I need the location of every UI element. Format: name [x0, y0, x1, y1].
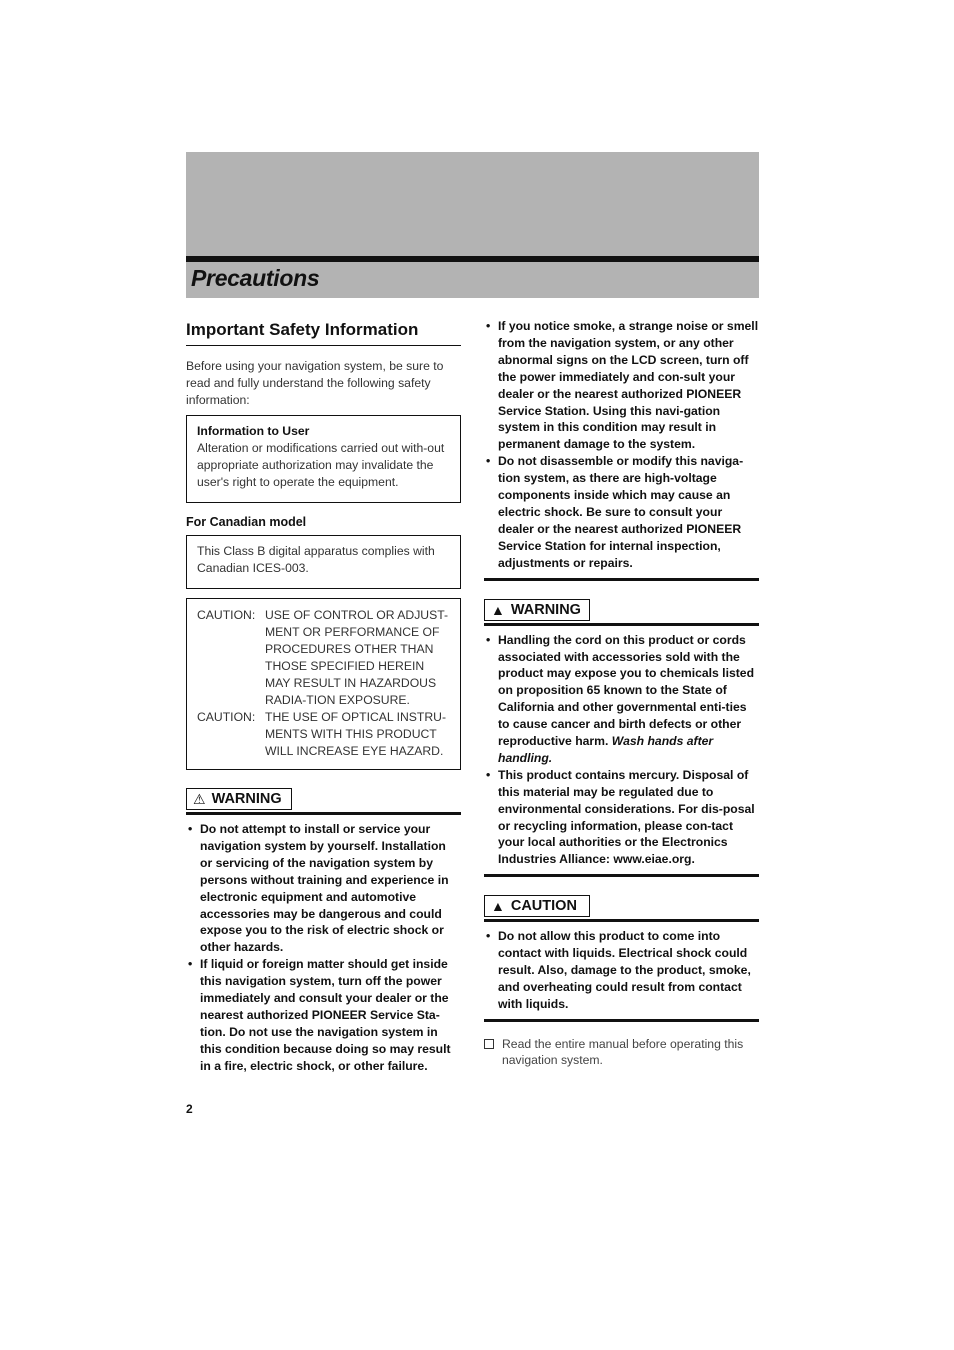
page-title: Precautions — [191, 265, 320, 291]
page-number: 2 — [186, 1102, 193, 1116]
note-text: Read the entire manual before operating this navigation system. — [502, 1036, 744, 1068]
caution-badge — [484, 895, 590, 917]
warning-block-left — [186, 788, 461, 1075]
warning-rule — [484, 623, 759, 626]
caution-rule — [484, 919, 759, 922]
safety-list — [484, 318, 759, 572]
caution-row — [197, 607, 450, 709]
caution-badge-label: CAUTION — [510, 898, 577, 915]
warning-badge-label: WARNING — [510, 601, 581, 618]
info-box-text: Alteration or modifications carried out with-out appropriate authorization may invalidate the user's right to operate the equipment. — [197, 441, 445, 489]
caution-text: THE USE OF OPTICAL INSTRU-MENTS WITH THIS PRODUCT WILL INCREASE EYE HAZARD. — [265, 710, 447, 758]
list-item: • Do not attempt to install or service your navigation system by yourself. Installation or servicing of the navigation system by persons without training and experience in electronic equipment and automotive accessories may be dangerous and could expose you to the risk of electric shock or other hazards. — [186, 821, 461, 956]
warning-triangle-icon: ⚠ — [193, 791, 206, 807]
warning-block-right — [484, 599, 759, 878]
list-item-text: Handling the cord on this product or cords associated with accessories sold with the product may expose you to chemicals listed on proposition 65 known to the State of California and other governmental enti-ties to cause cancer and birth defects or other reproductive harm. — [498, 632, 755, 749]
warning-badge — [186, 788, 292, 810]
warning-rule — [186, 812, 461, 815]
warning-badge — [484, 599, 590, 621]
warning-list — [186, 821, 461, 1075]
header-rule — [186, 256, 759, 262]
warning-list — [484, 632, 759, 869]
laser-caution-box — [186, 598, 461, 770]
canadian-box — [186, 535, 461, 589]
list-item: • If liquid or foreign matter should get inside this navigation system, turn off the power immediately and consult your dealer or the nearest authorized PIONEER Service Sta-tion. Do not use the navigation system in this condition because doing so may result in a fire, electric shock, or other failure. — [186, 956, 461, 1074]
canadian-heading: For Canadian model — [186, 515, 307, 529]
caution-row — [197, 709, 450, 760]
list-item: • If you notice smoke, a strange noise or smell from the navigation system, or any other abnormal signs on the LCD screen, turn off the power immediately and con-sult your dealer or the nearest authorized PIONEER Service Station. Using this navi-gation system in this condition may result in permanent damage to the system. — [484, 318, 759, 453]
note — [484, 1036, 759, 1069]
list-item: • Do not disassemble or modify this naviga-tion system, as there are high-voltage components inside which may cause an electric shock. Be sure to consult your dealer or the nearest authorized PIONEER Service Station for internal inspection, adjustments or repairs. — [484, 453, 759, 571]
caution-list — [484, 928, 759, 1013]
caution-label: CAUTION: — [197, 710, 256, 724]
warning-badge-label: WARNING — [211, 791, 282, 807]
list-item-emphasis: Wash hands after handling. — [498, 734, 714, 765]
caution-block-right — [484, 895, 759, 1022]
section-rule — [484, 578, 759, 581]
intro-text: Before using your navigation system, be sure to read and fully understand the following safety information: — [186, 359, 444, 407]
caution-text: USE OF CONTROL OR ADJUST-MENT OR PERFORMANCE OF PROCEDURES OTHER THAN THOSE SPECIFIED HEREIN MAY RESULT IN HAZARDOUS RADIA-TION EXPOSURE. — [265, 608, 449, 707]
section-rule — [484, 874, 759, 877]
info-box-title: Information to User — [197, 424, 310, 438]
checkbox-icon — [484, 1039, 494, 1049]
list-item — [484, 632, 759, 767]
canadian-text: This Class B digital apparatus complies with Canadian ICES-003. — [197, 544, 435, 575]
right-column — [484, 318, 759, 1069]
info-to-user-box — [186, 415, 461, 503]
section-rule — [484, 1019, 759, 1022]
list-item: • Do not allow this product to come into contact with liquids. Electrical shock could result. Also, damage to the product, smoke, and overheating could result from contact with liquids. — [484, 928, 759, 1013]
warning-triangle-icon: ▲ — [491, 601, 505, 618]
caution-label: CAUTION: — [197, 608, 256, 622]
list-item: • This product contains mercury. Disposal of this material may be regulated due to environmental considerations. For dis-posal or recycling information, please con-tact your local authorities or the Electronics Industries Alliance: www.eiae.org. — [484, 767, 759, 868]
caution-triangle-icon: ▲ — [491, 898, 505, 915]
header-band — [186, 152, 759, 298]
left-column — [186, 318, 461, 1075]
section-heading: Important Safety Information — [186, 320, 461, 346]
